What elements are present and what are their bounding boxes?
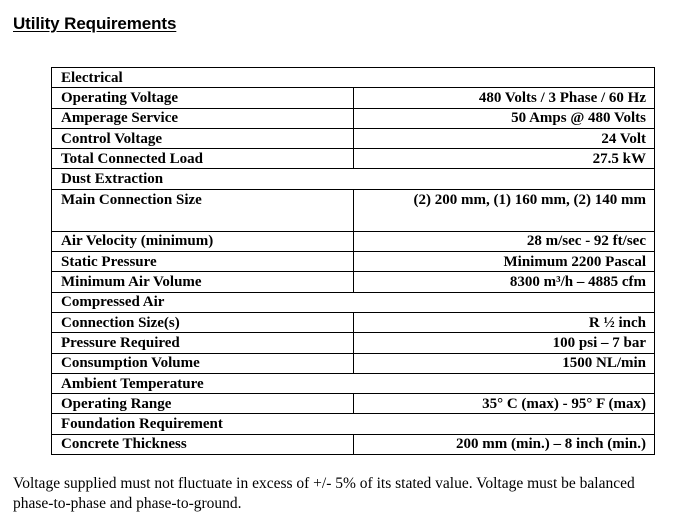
row-value: 100 psi – 7 bar [353,333,655,353]
row-label: Main Connection Size [52,189,354,231]
row-value: 28 m/sec - 92 ft/sec [353,231,655,251]
table-row [52,189,655,231]
section-header-foundation-requirement: Foundation Requirement [52,414,655,434]
row-label: Operating Voltage [52,88,354,108]
table-row [52,333,655,353]
table-row-section [52,414,655,434]
row-label: Concrete Thickness [52,434,354,454]
row-label: Operating Range [52,394,354,414]
row-label: Total Connected Load [52,149,354,169]
table-row [52,231,655,251]
row-label: Pressure Required [52,333,354,353]
section-header-compressed-air: Compressed Air [52,292,655,312]
row-label: Amperage Service [52,108,354,128]
table-row [52,252,655,272]
table-row [52,353,655,373]
row-value: 1500 NL/min [353,353,655,373]
table-row [52,434,655,454]
page-heading: Utility Requirements [13,14,177,33]
row-value: 8300 m³/h – 4885 cfm [353,272,655,292]
row-value: 35° C (max) - 95° F (max) [353,394,655,414]
table-row [52,312,655,332]
table-row-section [52,68,655,88]
section-header-electrical: Electrical [52,68,655,88]
section-header-dust-extraction: Dust Extraction [52,169,655,189]
table-row [52,88,655,108]
row-label: Consumption Volume [52,353,354,373]
table-row-section [52,373,655,393]
row-label: Minimum Air Volume [52,272,354,292]
row-label: Control Voltage [52,128,354,148]
row-value: R ½ inch [353,312,655,332]
table-row [52,394,655,414]
table-row [52,272,655,292]
table-row-section [52,169,655,189]
row-value: (2) 200 mm, (1) 160 mm, (2) 140 mm [353,189,655,231]
utility-requirements-table [51,67,655,455]
row-value: 24 Volt [353,128,655,148]
row-label: Connection Size(s) [52,312,354,332]
table-row [52,128,655,148]
row-value: 50 Amps @ 480 Volts [353,108,655,128]
row-value: 200 mm (min.) – 8 inch (min.) [353,434,655,454]
row-value: 480 Volts / 3 Phase / 60 Hz [353,88,655,108]
row-label: Static Pressure [52,252,354,272]
row-value: Minimum 2200 Pascal [353,252,655,272]
table-row-section [52,292,655,312]
voltage-note: Voltage supplied must not fluctuate in excess of +/- 5% of its stated value. Voltage must be balanced phase-to-phase and phase-to-ground. [13,475,635,512]
table-row [52,108,655,128]
row-value: 27.5 kW [353,149,655,169]
section-header-ambient-temperature: Ambient Temperature [52,373,655,393]
table-row [52,149,655,169]
row-label: Air Velocity (minimum) [52,231,354,251]
